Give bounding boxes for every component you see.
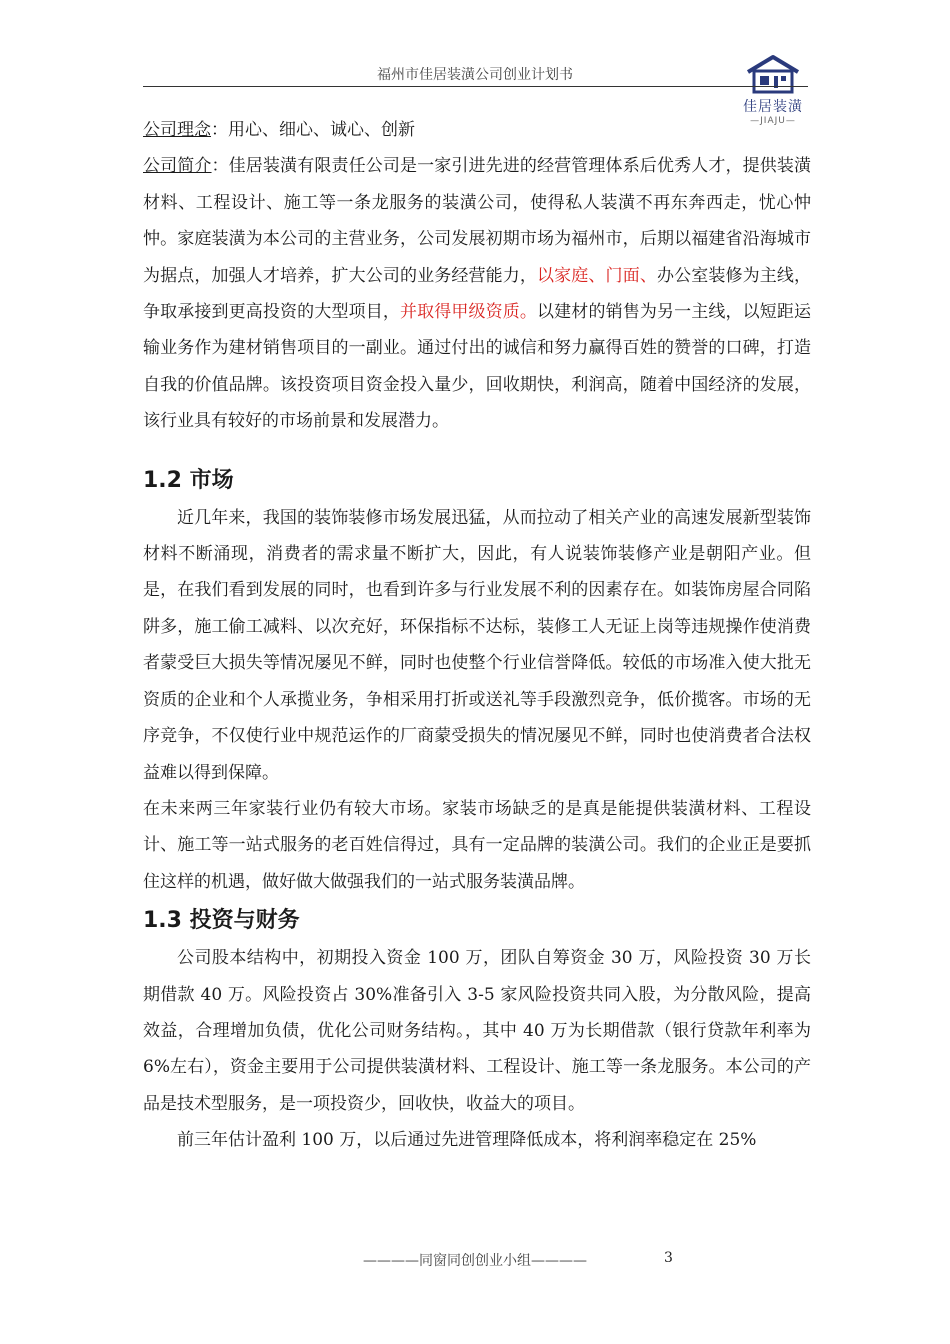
concept-text: ：用心、细心、诚心、创新: [211, 120, 415, 140]
header-divider: [143, 86, 808, 87]
intro-text-c: 以建材的销售为另一主线，以短距运输业务作为建材销售项目的一副业。通过付出的诚信和努力赢得百姓的赞誉的口碑，打造自我的价值品牌。该投资项目资金投入量少，回收期快，利润高，随着中国经济的发展，该行业具有较好的市场前景和发展潜力。: [143, 302, 812, 432]
company-intro: [143, 148, 811, 439]
intro-text-a: ：佳居装潢有限责任公司是一家引进先进的经营管理体系后优秀人才，提供装潢材料、工程设计、施工等一条龙服务的装潢公司，使得私人装潢不再东奔西走，忧心忡忡。家庭装潢为本公司的主营业务，公司发展初期市场为福州市，后期以福建省沿海城市为据点，加强人才培养，扩大公司的业务经营能力，: [143, 156, 812, 286]
logo-subtitle: —JIAJU—: [750, 116, 796, 126]
intro-highlight-2: 并取得甲级资质。: [399, 302, 538, 323]
section-heading-market: 1.2 市场: [143, 467, 234, 493]
header-title: 福州市佳居装潢公司创业计划书: [377, 67, 573, 83]
house-logo-icon: [744, 54, 802, 94]
finance-paragraph-2: 前三年估计盈利 100 万，以后通过先进管理降低成本，将利润率稳定在 25%: [177, 1130, 757, 1151]
document-body: [143, 112, 811, 1159]
concept-label: 公司理念: [143, 120, 211, 140]
intro-label: 公司简介: [143, 156, 212, 177]
market-paragraph-1: 近几年来，我国的装饰装修市场发展迅猛，从而拉动了相关产业的高速发展新型装饰材料不断涌现，消费者的需求量不断扩大，因此，有人说装饰装修产业是朝阳产业。但是，在我们看到发展的同时，也看到许多与行业发展不利的因素存在。如装饰房屋合同陷阱多，施工偷工减料、以次充好，环保指标不达标，装修工人无证上岗等违规操作使消费者蒙受巨大损失等情况屡见不鲜，同时也使整个行业信誉降低。较低的市场准入使大批无资质的企业和个人承揽业务，争相采用打折或送礼等手段激烈竞争，低价揽客。市场的无序竞争，不仅使行业中规范运作的厂商蒙受损失的情况屡见不鲜，同时也使消费者合法权益难以得到保障。: [143, 507, 811, 783]
footer-text: ————同窗同创创业小组————: [363, 1253, 587, 1269]
finance-paragraph-1: 公司股本结构中，初期投入资金 100 万，团队自筹资金 30 万，风险投资 30 万长期借款 40 万。风险投资占 30%准备引入 3-5 家风险投资共同入股，为分散风险，提高效益，合理增加负债，优化公司财务结构。，其中 40 万为长期借款（银行贷款年利率为 6%左右），资金主要用于公司提供装潢材料、工程设计、施工等一条龙服务。本公司的产品是技术型服务，是一项投资少，回收快，收益大的项目。: [143, 948, 811, 1114]
page-number: 3: [664, 1250, 673, 1266]
market-paragraph-2: 在未来两三年家装行业仍有较大市场。家装市场缺乏的是真是能提供装潢材料、工程设计、施工等一站式服务的老百姓信得过，具有一定品牌的装潢公司。我们的企业正是要抓住这样的机遇，做好做大做强我们的一站式服务装潢品牌。: [143, 798, 811, 892]
logo-name: 佳居装潢: [743, 99, 803, 115]
intro-highlight-1: 以家庭、门面、: [537, 265, 657, 286]
intro-text-b: 办公室装修为主线，争取承接到更高投资的大型项目，: [143, 265, 812, 323]
section-heading-finance: 1.3 投资与财务: [143, 908, 300, 934]
company-concept: [143, 112, 811, 148]
